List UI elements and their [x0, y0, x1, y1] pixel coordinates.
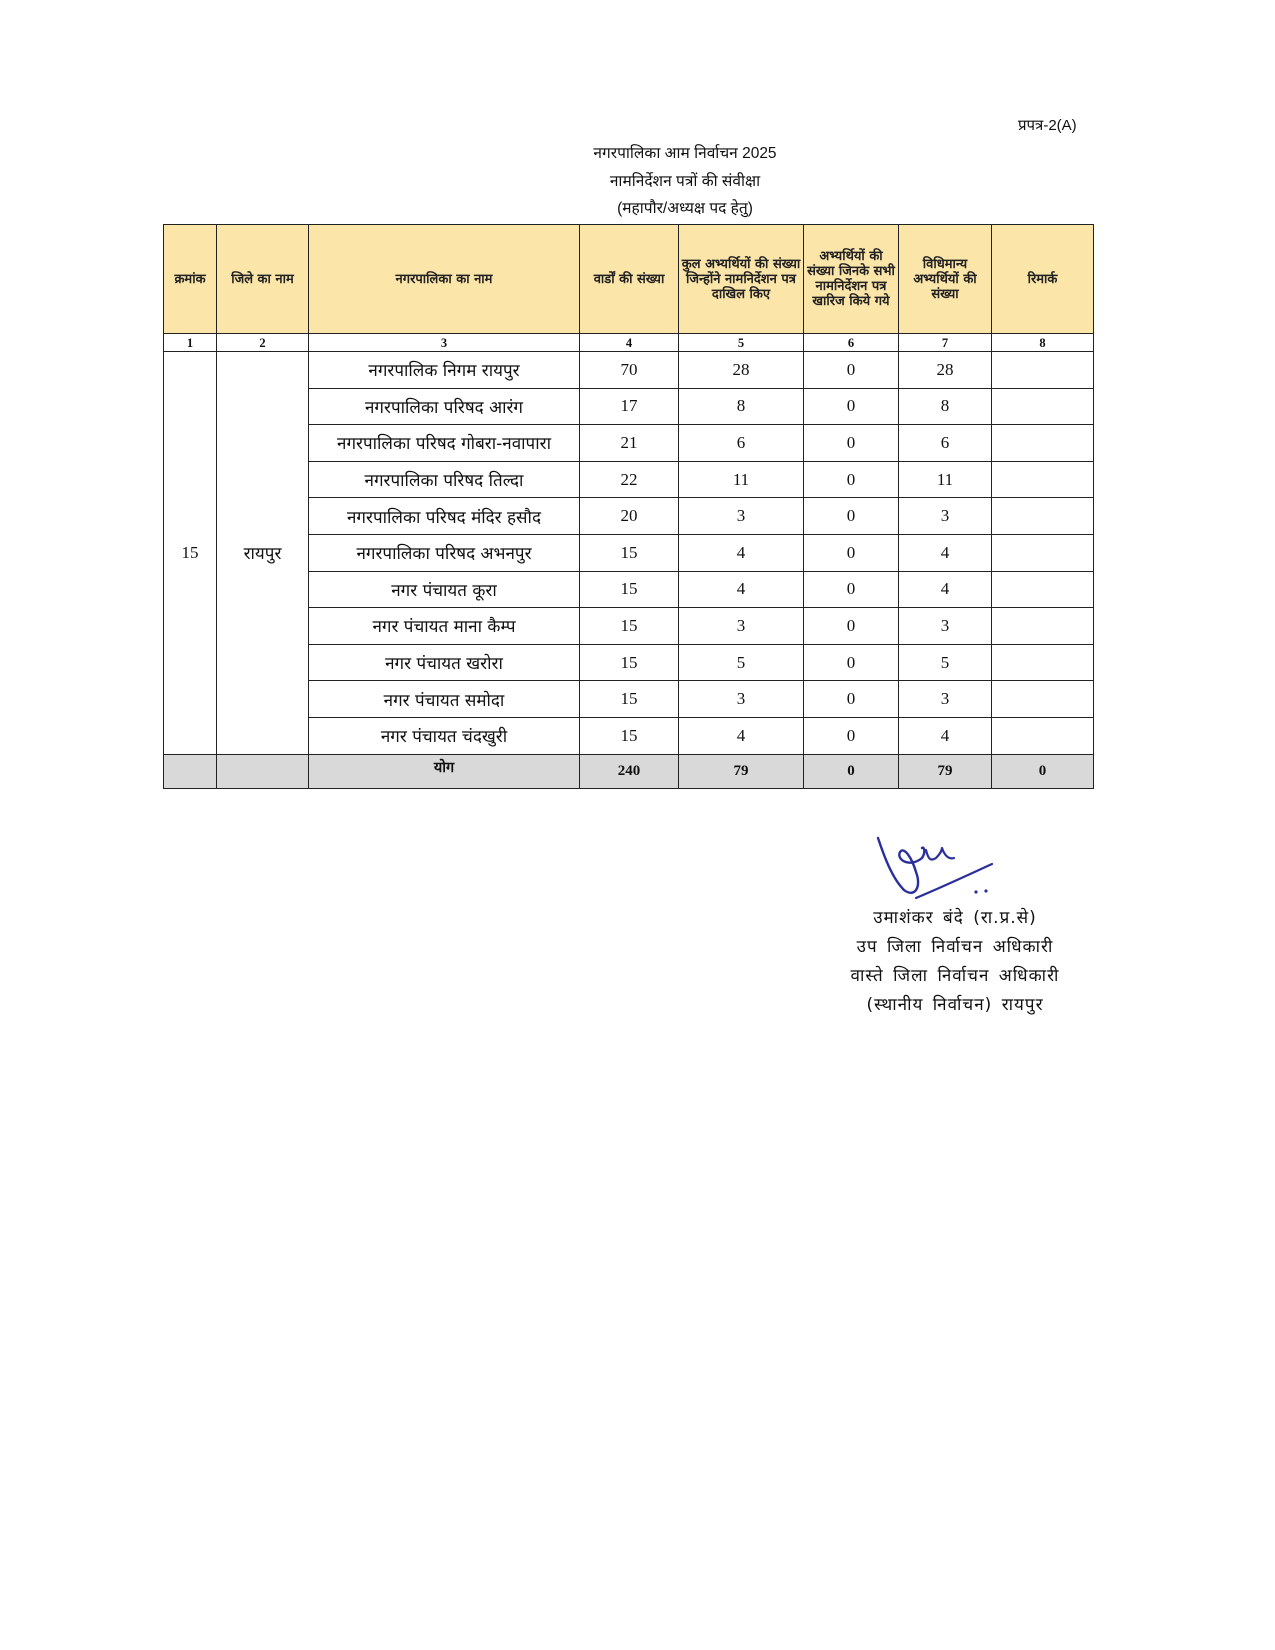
header-row [164, 225, 1094, 334]
scrutiny-table [163, 224, 1094, 789]
ward-count: 15 [580, 644, 679, 681]
valid-count: 28 [899, 352, 992, 389]
ward-count: 15 [580, 571, 679, 608]
rejected-count: 0 [804, 352, 899, 389]
rejected-count: 0 [804, 534, 899, 571]
column-number: 2 [217, 334, 309, 352]
filed-count: 3 [679, 681, 804, 718]
signature-image [870, 828, 1020, 903]
district-name: रायपुर [217, 352, 309, 755]
filed-count: 4 [679, 571, 804, 608]
ward-count: 20 [580, 498, 679, 535]
signature-stroke [916, 864, 992, 898]
filed-count: 4 [679, 534, 804, 571]
valid-count: 5 [899, 644, 992, 681]
valid-count: 8 [899, 388, 992, 425]
rejected-count: 0 [804, 425, 899, 462]
table-body [164, 352, 1094, 755]
ward-count: 15 [580, 681, 679, 718]
document-title [485, 140, 885, 223]
column-number: 8 [992, 334, 1094, 352]
remark [992, 681, 1094, 718]
valid-count: 4 [899, 534, 992, 571]
filed-count: 6 [679, 425, 804, 462]
filed-count: 11 [679, 461, 804, 498]
serial-number: 15 [164, 352, 217, 755]
rejected-count: 0 [804, 681, 899, 718]
municipality-name: नगरपालिका परिषद गोबरा-नवापारा [309, 425, 580, 462]
ward-count: 17 [580, 388, 679, 425]
remark [992, 534, 1094, 571]
remark [992, 571, 1094, 608]
title-line-2: नामनिर्देशन पत्रों की संवीक्षा [609, 172, 761, 190]
total-wards: 240 [580, 754, 679, 788]
remark [992, 498, 1094, 535]
rejected-count: 0 [804, 388, 899, 425]
form-number: प्रपत्र-2(A) [1018, 117, 1077, 134]
header-filed: कुल अभ्यर्थियों की संख्या जिन्होंने नामनिर्देशन पत्र दाखिल किए [679, 225, 804, 334]
filed-count: 3 [679, 608, 804, 645]
total-rejected: 0 [804, 754, 899, 788]
ward-count: 15 [580, 717, 679, 754]
ward-count: 15 [580, 608, 679, 645]
municipality-name: नगरपालिका परिषद तिल्दा [309, 461, 580, 498]
signatory-designation: उप जिला निर्वाचन अधिकारी [856, 937, 1054, 957]
valid-count: 3 [899, 681, 992, 718]
remark [992, 608, 1094, 645]
valid-count: 4 [899, 571, 992, 608]
total-empty-cell [164, 754, 217, 788]
municipality-name: नगर पंचायत माना कैम्प [309, 608, 580, 645]
valid-count: 4 [899, 717, 992, 754]
signatory-designation: (स्थानीय निर्वाचन) रायपुर [866, 995, 1044, 1015]
column-number: 4 [580, 334, 679, 352]
valid-count: 3 [899, 608, 992, 645]
column-number: 5 [679, 334, 804, 352]
municipality-name: नगरपालिका परिषद मंदिर हसौद [309, 498, 580, 535]
signatory-designation: वास्ते जिला निर्वाचन अधिकारी [850, 966, 1060, 986]
rejected-count: 0 [804, 498, 899, 535]
municipality-name: नगर पंचायत समोदा [309, 681, 580, 718]
filed-count: 28 [679, 352, 804, 389]
municipality-name: नगरपालिका परिषद आरंग [309, 388, 580, 425]
municipality-name: नगर पंचायत खरोरा [309, 644, 580, 681]
valid-count: 3 [899, 498, 992, 535]
filed-count: 3 [679, 498, 804, 535]
signature-dot [984, 889, 987, 892]
municipality-name: नगर पंचायत कूरा [309, 571, 580, 608]
header-municipality: नगरपालिका का नाम [309, 225, 580, 334]
total-empty-cell [217, 754, 309, 788]
municipality-name: नगरपालिका परिषद अभनपुर [309, 534, 580, 571]
table-row [164, 352, 1094, 389]
rejected-count: 0 [804, 571, 899, 608]
title-line-1: नगरपालिका आम निर्वाचन 2025 [593, 145, 777, 162]
municipality-name: नगर पंचायत चंदखुरी [309, 717, 580, 754]
remark [992, 352, 1094, 389]
municipality-name: नगरपालिक निगम रायपुर [309, 352, 580, 389]
column-number: 1 [164, 334, 217, 352]
total-filed: 79 [679, 754, 804, 788]
remark [992, 717, 1094, 754]
total-remark: 0 [992, 754, 1094, 788]
signature-dot [974, 890, 977, 893]
valid-count: 6 [899, 425, 992, 462]
total-valid: 79 [899, 754, 992, 788]
total-label: योग [309, 754, 580, 788]
filed-count: 8 [679, 388, 804, 425]
signatory-name: उमाशंकर बंदे (रा.प्र.से) [873, 908, 1037, 928]
header-serial: क्रमांक [164, 225, 217, 334]
rejected-count: 0 [804, 608, 899, 645]
total-row [164, 754, 1094, 788]
column-number: 7 [899, 334, 992, 352]
ward-count: 70 [580, 352, 679, 389]
rejected-count: 0 [804, 644, 899, 681]
rejected-count: 0 [804, 717, 899, 754]
ward-count: 21 [580, 425, 679, 462]
column-number: 3 [309, 334, 580, 352]
signatory-block [810, 904, 1100, 1020]
signature-stroke [926, 848, 954, 860]
remark [992, 644, 1094, 681]
signature-stroke [878, 838, 924, 893]
rejected-count: 0 [804, 461, 899, 498]
valid-count: 11 [899, 461, 992, 498]
filed-count: 4 [679, 717, 804, 754]
header-valid: विधिमान्य अभ्यर्थियों की संख्या [899, 225, 992, 334]
remark [992, 425, 1094, 462]
ward-count: 15 [580, 534, 679, 571]
remark [992, 461, 1094, 498]
header-remark: रिमार्क [992, 225, 1094, 334]
column-number: 6 [804, 334, 899, 352]
title-line-3: (महापौर/अध्यक्ष पद हेतु) [617, 200, 753, 217]
column-number-row [164, 334, 1094, 352]
remark [992, 388, 1094, 425]
header-district: जिले का नाम [217, 225, 309, 334]
filed-count: 5 [679, 644, 804, 681]
header-wards: वार्डों की संख्या [580, 225, 679, 334]
ward-count: 22 [580, 461, 679, 498]
header-rejected: अभ्यर्थियों की संख्या जिनके सभी नामनिर्देशन पत्र खारिज किये गये [804, 225, 899, 334]
